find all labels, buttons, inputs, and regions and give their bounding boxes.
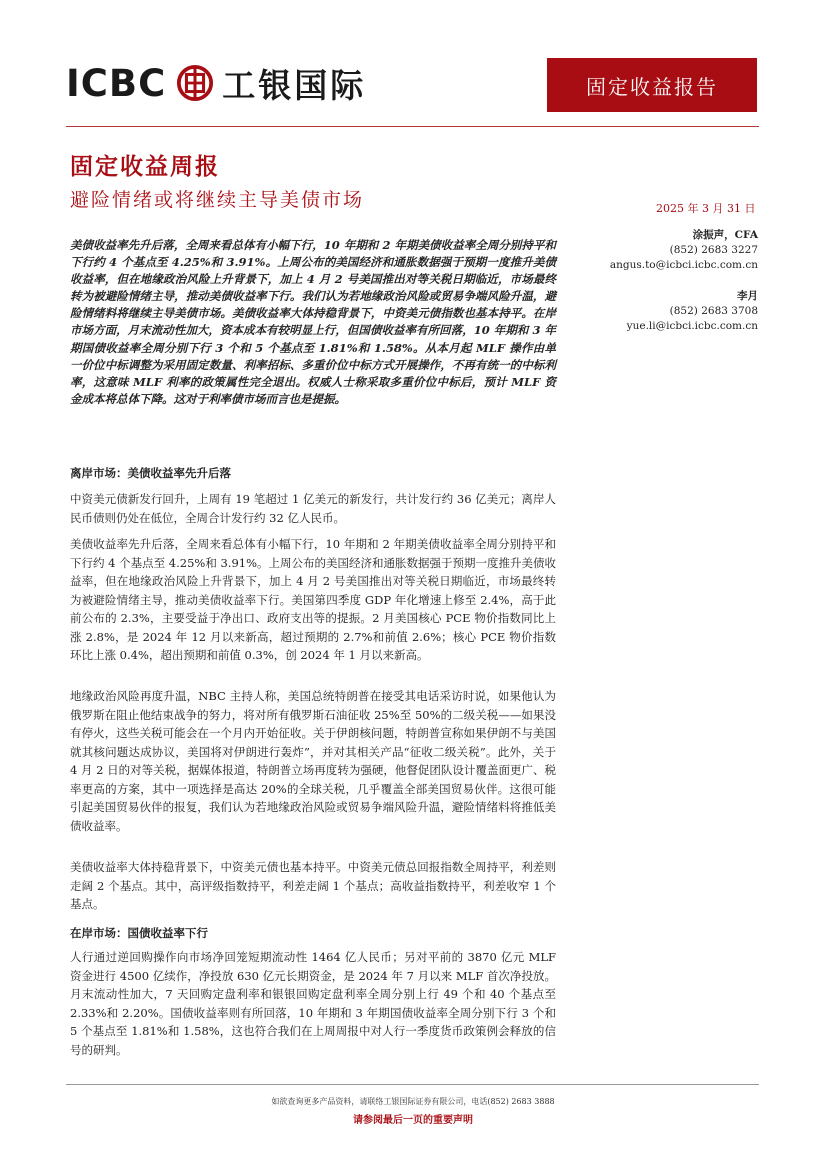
report-subtitle: 避险情绪或将继续主导美债市场 <box>70 189 365 211</box>
footer-contact: 如欲查询更多产品资料，请联络工银国际证券有限公司，电话(852) 2683 3888 <box>271 1097 555 1106</box>
paragraph: 美债收益率大体持稳背景下，中资美元债也基本持平。中资美元债总回报指数全周持平，利差则走阔 2 个基点。其中，高评级指数持平，利差走阔 1 个基点；高收益指数持平，利差收窄 1 个基点。 <box>70 860 556 911</box>
author-email[interactable]: yue.li@icbci.icbc.com.cn <box>626 320 758 332</box>
section-heading-offshore: 离岸市场：美债收益率先升后落 <box>70 466 231 480</box>
executive-summary: 美债收益率先升后落，全周来看总体有小幅下行，10 年期和 2 年期美债收益率全周分别持平和下行约 4 个基点至 4.25%和 3.91%。上周公布的美国经济和通胀数据强于预期一度推升美债收益率，但在地缘政治风险上升背景下，加上 4 月 2 号美国推出对等关税日期临近，市场最终转为被避险情绪主导，推动美债收益率下行。我们认为若地缘政治风险或贸易争端风险升温，避险情绪料将继续主导美债市场。美债收益率大体持稳背景下，中资美元债指数也基本持平。在岸市场方面，月末流动性加大，资本成本有较明显上行，但国债收益率有所回落，10 年期和 3 年期国债收益率全周分别下行 3 个和 5 个基点至 1.81%和 1.58%。从本月起 MLF 操作由单一价位中标调整为采用固定数量、利率招标、多重价位中标方式开展操作，不再有统一的中标利率，这意味 MLF 利率的政策属性完全退出。权威人士称采取多重价位中标后，预计 MLF 资金成本将总体下降。这对于利率债市场而言也是提振。 <box>70 238 556 406</box>
footer-divider <box>66 1084 759 1085</box>
section-heading-onshore: 在岸市场：国债收益率下行 <box>70 926 208 940</box>
paragraph: 人行通过逆回购操作向市场净回笼短期流动性 1464 亿人民币；另对平前的 3870 亿元 MLF 资金进行 4500 亿续作，净投放 630 亿元长期资金，是 2024 年 7 月以来 MLF 首次净投放。月末流动性加大，7 天回购定盘利率和银银回购定盘利率全周分别上行 49 个和 40 个基点至 2.33%和 2.20%。国债收益率则有所回落，10 年期和 3 年期国债收益率全周分别下行 3 个和 5 个基点至 1.81%和 1.58%，这也符合我们在上周周报中对人行一季度货币政策例会释放的信号的研判。 <box>70 950 556 1057</box>
icbc-seal-icon <box>176 64 214 102</box>
paragraph: 中资美元债新发行回升，上周有 19 笔超过 1 亿美元的新发行，共计发行约 36 亿美元；离岸人民币债则仍处在低位，全周合计发行约 32 亿人民币。 <box>70 492 556 525</box>
author-email[interactable]: angus.to@icbci.icbc.com.cn <box>609 259 758 271</box>
author-phone: (852) 2683 3227 <box>669 244 758 256</box>
author-name: 涂振声，CFA <box>692 229 758 241</box>
paragraph: 地缘政治风险再度升温，NBC 主持人称，美国总统特朗普在接受其电话采访时说，如果他认为俄罗斯在阻止他结束战争的努力，将对所有俄罗斯石油征收 25%至 50%的二级关税——如果没有停火，这些关税可能会在一个月内开始征收。关于伊朗核问题，特朗普宣称如果伊朗不与美国就其核问题达成协议，美国将对伊朗进行轰炸”，并对其相关产品“征收二级关税”。此外，关于 4 月 2 日的对等关税，据媒体报道，特朗普立场再度转为强硬，他督促团队设计覆盖面更广、税率更高的方案，其中一项选择是高达 20%的全球关税，几乎覆盖全部美国贸易伙伴。这很可能引起美国贸易伙伴的报复，我们认为若地缘政治风险或贸易争端风险升温，避险情绪料将推低美债收益率。 <box>70 689 556 833</box>
report-type-badge: 固定收益报告 <box>547 58 757 112</box>
logo-icbc-text: ICBC <box>66 61 167 105</box>
company-logo <box>66 60 366 106</box>
author-block <box>600 289 758 334</box>
author-name: 李月 <box>737 290 758 302</box>
author-phone: (852) 2683 3708 <box>669 305 758 317</box>
paragraph: 美债收益率先升后落，全周来看总体有小幅下行，10 年期和 2 年期美债收益率全周分别持平和下行约 4 个基点至 4.25%和 3.91%。上周公布的美国经济和通胀数据强于预期一度推升美债收益率，但在地缘政治风险上升背景下，加上 4 月 2 号美国推出对等关税日期临近，市场最终转为被避险情绪主导，推动美债收益率下行。美国第四季度 GDP 年化增速上修至 2.4%，高于此前公布的 2.3%，主要受益于净出口、政府支出等的提振。2 月美国核心 PCE 物价指数同比上涨 2.8%，是 2024 年 12 月以来新高，超过预期的 2.7%和前值 2.6%；核心 PCE 物价指数环比上涨 0.4%，超出预期和前值 0.3%，创 2024 年 1 月以来新高。 <box>70 537 556 662</box>
report-title: 固定收益周报 <box>70 154 220 180</box>
author-block <box>600 228 758 273</box>
header-divider <box>66 126 759 127</box>
logo-chinese-text: 工银国际 <box>222 65 367 105</box>
report-date: 2025 年 3 月 31 日 <box>656 202 756 215</box>
footer-disclaimer: 请参阅最后一页的重要声明 <box>353 1115 473 1126</box>
